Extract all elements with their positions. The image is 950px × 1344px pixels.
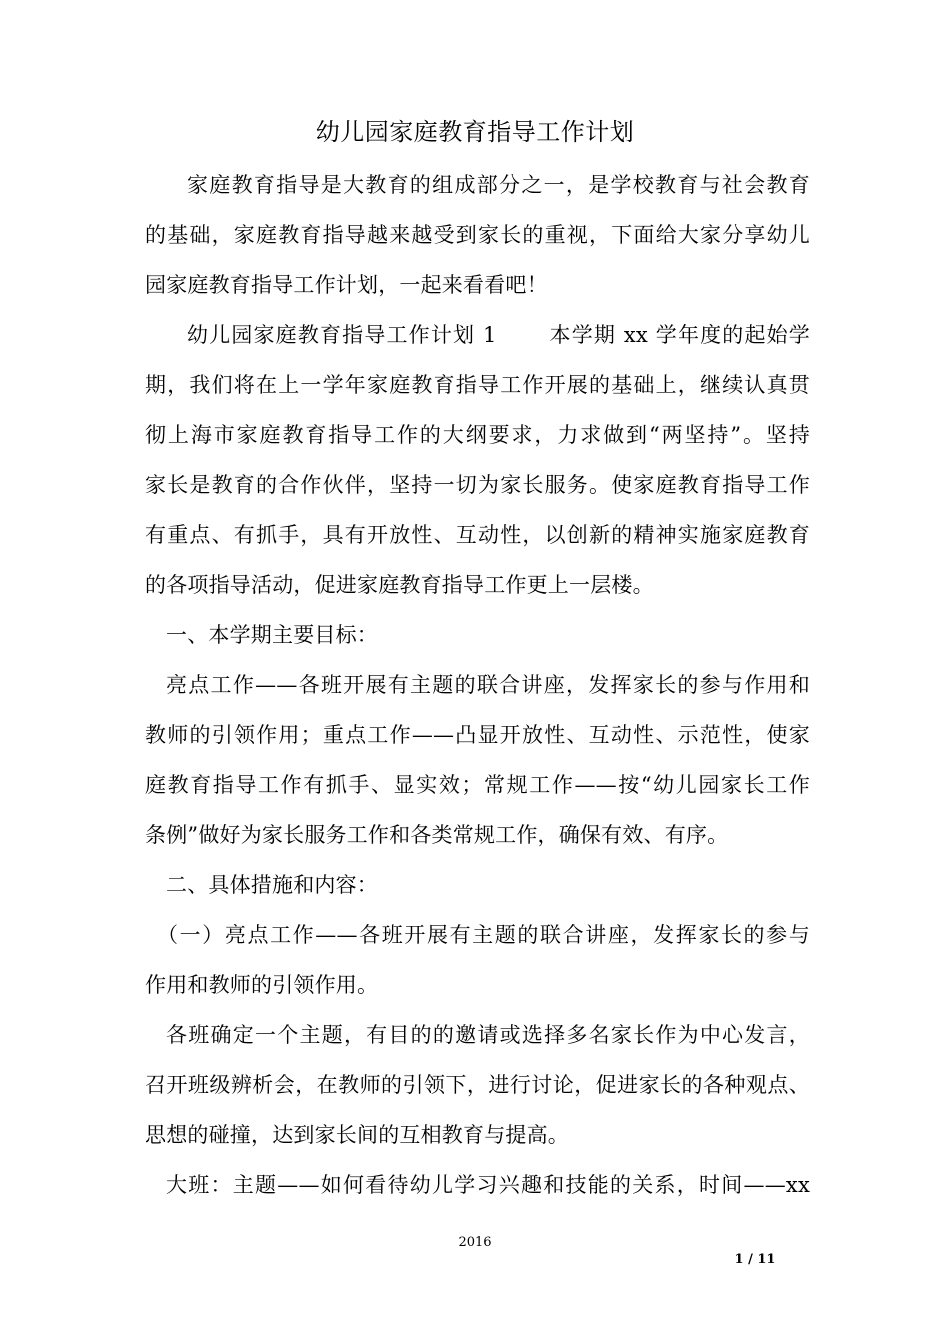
paragraph-text: 本学期 xx 学年度的起始学 — [548, 323, 810, 347]
paragraph-line: 召开班级辨析会，在教师的引领下，进行讨论，促进家长的各种观点、 — [145, 1073, 810, 1097]
paragraph-line: 家庭教育指导是大教育的组成部分之一，是学校教育与社会教育 — [187, 173, 810, 197]
paragraph-line: 期，我们将在上一学年家庭教育指导工作开展的基础上，继续认真贯 — [145, 373, 810, 397]
paragraph-line: 教师的引领作用；重点工作——凸显开放性、互动性、示范性，使家 — [145, 723, 810, 747]
paragraph-line: 园家庭教育指导工作计划，一起来看看吧！ — [145, 273, 548, 297]
paragraph-line: 庭教育指导工作有抓手、显实效；常规工作——按“幼儿园家长工作 — [145, 773, 810, 797]
paragraph-line: 各班确定一个主题，有目的的邀请或选择多名家长作为中心发言， — [166, 1023, 810, 1047]
footer-year: 2016 — [458, 1235, 492, 1250]
paragraph-line: 作用和教师的引领作用。 — [145, 973, 379, 997]
paragraph-line: 条例”做好为家长服务工作和各类常规工作，确保有效、有序。 — [145, 823, 729, 847]
paragraph-line: 的基础，家庭教育指导越来越受到家长的重视，下面给大家分享幼儿 — [145, 223, 810, 247]
section-heading-text: 幼儿园家庭教育指导工作计划 1 — [187, 323, 497, 347]
paragraph-line: （一）亮点工作——各班开展有主题的联合讲座，发挥家长的参与 — [157, 923, 810, 947]
page-number: 1 / 11 — [734, 1252, 776, 1267]
paragraph-line: 大班：主题——如何看待幼儿学习兴趣和技能的关系，时间——xx — [166, 1173, 810, 1197]
document-body — [145, 160, 810, 1210]
section-heading: 一、本学期主要目标： — [166, 623, 378, 647]
document-title: 幼儿园家庭教育指导工作计划 — [315, 118, 635, 146]
paragraph-line: 思想的碰撞，达到家长间的互相教育与提高。 — [145, 1123, 569, 1147]
paragraph-line: 彻上海市家庭教育指导工作的大纲要求，力求做到“两坚持”。坚持 — [145, 423, 810, 447]
paragraph-line: 有重点、有抓手，具有开放性、互动性，以创新的精神实施家庭教育 — [145, 523, 810, 547]
paragraph-line: 家长是教育的合作伙伴，坚持一切为家长服务。使家庭教育指导工作 — [145, 473, 810, 497]
paragraph-line — [145, 310, 810, 360]
paragraph-line: 亮点工作——各班开展有主题的联合讲座，发挥家长的参与作用和 — [166, 673, 810, 697]
section-heading: 二、具体措施和内容： — [166, 873, 378, 897]
paragraph-line: 的各项指导活动，促进家庭教育指导工作更上一层楼。 — [145, 573, 654, 597]
